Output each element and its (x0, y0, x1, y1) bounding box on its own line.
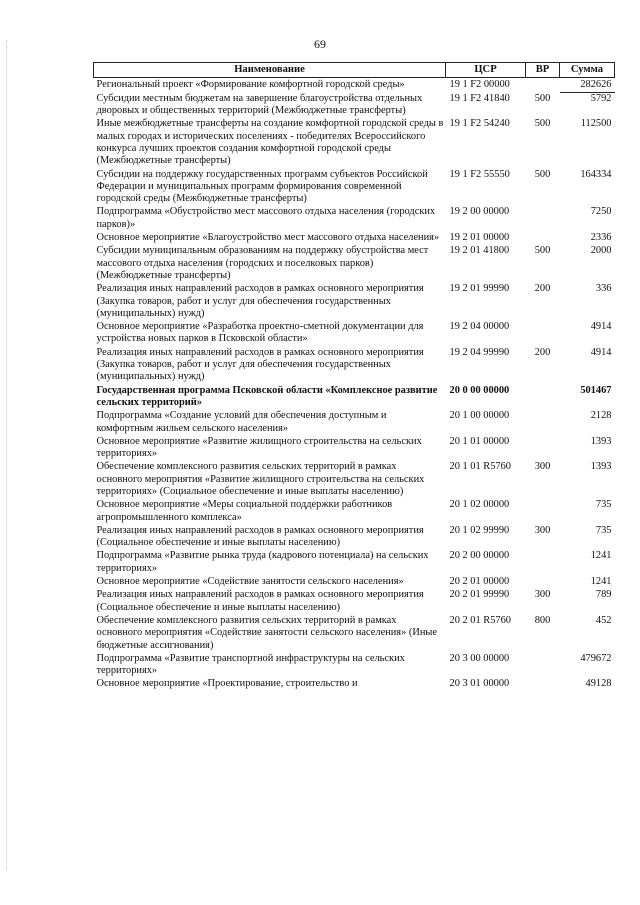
table-header (94, 63, 615, 78)
row-name: Подпрограмма «Развитие транспортной инфраструктуры на сельских территориях» (96, 652, 405, 677)
table-row (94, 589, 615, 615)
header-name: Наименование (94, 63, 446, 78)
scan-edge-mark (6, 40, 8, 870)
row-csr: 20 0 00 00000 (449, 384, 510, 396)
row-sum: 49128 (585, 678, 612, 690)
row-name: Основное мероприятие «Разработка проектно-сметной документации для устройства новых парков в Псковской области» (96, 321, 424, 345)
table-row (94, 653, 615, 679)
budget-table (93, 62, 615, 692)
row-vr (526, 576, 560, 589)
row-name: Иные межбюджетные трансферты на создание комфортной городской среды в малых городах и исторических поселениях - победителях Всероссийского конкурса лучших проектов создания комфортной городской среды (Межбюджетные трансферты) (96, 118, 444, 167)
row-csr: 20 1 01 00000 (449, 435, 510, 447)
table-row (94, 615, 615, 653)
row-csr: 19 2 01 99990 (449, 283, 510, 295)
table-row (94, 499, 615, 525)
row-vr: 300 (534, 461, 551, 473)
table-body (94, 78, 615, 692)
row-vr (526, 653, 560, 679)
row-sum: 5792 (590, 93, 612, 105)
row-vr: 500 (534, 92, 551, 104)
table-row (94, 321, 615, 347)
row-vr (526, 232, 560, 245)
header-sum: Сумма (560, 63, 615, 78)
row-sum: 2336 (590, 232, 612, 244)
row-name: Подпрограмма «Создание условий для обеспечения доступным и комфортным жильем сельского населения» (96, 410, 387, 434)
row-vr: 300 (534, 589, 551, 601)
row-csr: 19 1 F2 55550 (449, 168, 510, 180)
row-vr: 800 (534, 614, 551, 626)
row-name: Основное мероприятие «Благоустройство мест массового отдыха населения» (96, 232, 440, 244)
row-csr: 19 2 04 99990 (449, 346, 510, 358)
row-csr: 20 2 00 00000 (449, 550, 510, 562)
row-name: Региональный проект «Формирование комфортной городской среды» (96, 79, 405, 90)
row-name: Основное мероприятие «Содействие занятости сельского населения» (96, 576, 404, 588)
table-row (94, 678, 615, 691)
table-row (94, 525, 615, 551)
row-name: Основное мероприятие «Меры социальной поддержки работников агропромышленного комплекса» (96, 499, 393, 523)
table-row (94, 118, 615, 168)
row-csr: 19 1 F2 00000 (449, 79, 510, 90)
row-vr (526, 410, 560, 436)
row-vr (526, 550, 560, 576)
table-row (94, 461, 615, 499)
row-sum: 282626 (560, 78, 615, 93)
row-vr (526, 436, 560, 462)
row-vr: 200 (534, 283, 551, 295)
row-sum: 2000 (590, 245, 612, 257)
table-row (94, 232, 615, 245)
row-vr (526, 678, 560, 691)
table-row (94, 576, 615, 589)
row-name: Основное мероприятие «Развитие жилищного строительства на сельских территориях» (96, 435, 422, 460)
row-name: Субсидии муниципальным образованиям на поддержку обустройства мест массового отдыха населения (городских и поселковых парков) (Межбюджетные трансферты) (96, 245, 429, 281)
row-vr (526, 78, 560, 93)
row-vr (526, 321, 560, 347)
row-csr: 19 2 04 00000 (449, 321, 510, 333)
header-csr: ЦСР (446, 63, 526, 78)
row-csr: 19 2 00 00000 (449, 206, 510, 218)
row-vr (526, 499, 560, 525)
row-name: Субсидии на поддержку государственных программ субъектов Российской Федерации и муниципальных программ формирования современной городской среды (Межбюджетные трансферты) (96, 168, 428, 205)
row-csr: 20 2 01 00000 (449, 576, 510, 588)
row-csr: 20 3 00 00000 (449, 652, 510, 664)
row-sum: 452 (595, 614, 612, 626)
row-sum: 112500 (580, 118, 612, 130)
table-row (94, 410, 615, 436)
row-sum: 7250 (590, 206, 612, 218)
row-sum: 1393 (590, 435, 612, 447)
row-name: Реализация иных направлений расходов в рамках основного мероприятия (Социальное обеспечение и иные выплаты населению) (96, 589, 424, 613)
row-sum: 4914 (590, 321, 612, 333)
row-vr: 500 (534, 245, 551, 257)
table-row (94, 245, 615, 283)
row-vr: 500 (534, 118, 551, 130)
row-name: Подпрограмма «Развитие рынка труда (кадрового потенциала) на сельских территориях» (96, 550, 429, 574)
row-sum: 789 (595, 589, 612, 601)
row-csr: 20 1 02 00000 (449, 499, 510, 511)
row-vr: 300 (534, 524, 551, 536)
row-csr: 20 1 01 R5760 (449, 461, 511, 473)
row-csr: 20 2 01 99990 (449, 589, 510, 601)
table-row (94, 78, 615, 93)
row-vr (526, 385, 560, 411)
table-row (94, 347, 615, 385)
row-sum: 1241 (590, 576, 612, 588)
row-csr: 20 1 02 99990 (449, 524, 510, 536)
row-name: Обеспечение комплексного развития сельских территорий в рамках основного мероприятия «Содействие занятости сельского населения» (Иные бюджетные ассигнования) (96, 614, 437, 651)
row-sum: 735 (595, 524, 612, 536)
row-sum: 164334 (580, 168, 612, 180)
row-csr: 19 1 F2 41840 (449, 92, 510, 104)
row-vr: 200 (534, 346, 551, 358)
row-sum: 1241 (590, 550, 612, 562)
table-row (94, 283, 615, 321)
row-vr: 500 (534, 168, 551, 180)
header-vr: ВР (526, 63, 560, 78)
row-csr: 20 1 00 00000 (449, 410, 510, 422)
row-name: Реализация иных направлений расходов в рамках основного мероприятия (Закупка товаров, работ и услуг для обеспечения государственных (муниципальных) нужд) (96, 346, 424, 383)
table-row (94, 385, 615, 411)
row-name: Реализация иных направлений расходов в рамках основного мероприятия (Социальное обеспечение и иные выплаты населению) (96, 524, 424, 549)
row-name: Основное мероприятие «Проектирование, строительство и (96, 678, 358, 690)
row-csr: 19 1 F2 54240 (449, 118, 510, 130)
row-name: Обеспечение комплексного развития сельских территорий в рамках основного мероприятия «Развитие жилищного строительства на сельских территориях» (Социальное обеспечение и иные выплаты населению) (96, 461, 425, 497)
table-row (94, 436, 615, 462)
table-row (94, 93, 615, 119)
row-name: Государственная программа Псковской области «Комплексное развитие сельских территорий» (96, 384, 438, 408)
row-csr: 20 3 01 00000 (449, 678, 510, 690)
row-csr: 19 2 01 00000 (449, 232, 510, 244)
row-sum: 336 (595, 283, 612, 295)
row-vr (526, 206, 560, 232)
row-name: Субсидии местным бюджетам на завершение благоустройства отдельных дворовых и общественных территорий (Межбюджетные трансферты) (96, 92, 423, 117)
row-sum: 4914 (590, 346, 612, 358)
row-sum: 1393 (590, 461, 612, 473)
table-row (94, 550, 615, 576)
row-name: Реализация иных направлений расходов в рамках основного мероприятия (Закупка товаров, работ и услуг для обеспечения государственных (муниципальных) нужд) (96, 283, 424, 319)
row-sum: 479672 (580, 652, 612, 664)
row-sum: 735 (595, 499, 612, 511)
row-name: Подпрограмма «Обустройство мест массового отдыха населения (городских парков)» (96, 206, 436, 230)
row-csr: 20 2 01 R5760 (449, 614, 511, 626)
table-row (94, 169, 615, 207)
table-row (94, 206, 615, 232)
row-sum: 501467 (580, 384, 612, 396)
row-csr: 19 2 01 41800 (449, 245, 510, 257)
page-number: 69 (314, 37, 326, 51)
row-sum: 2128 (590, 410, 612, 422)
